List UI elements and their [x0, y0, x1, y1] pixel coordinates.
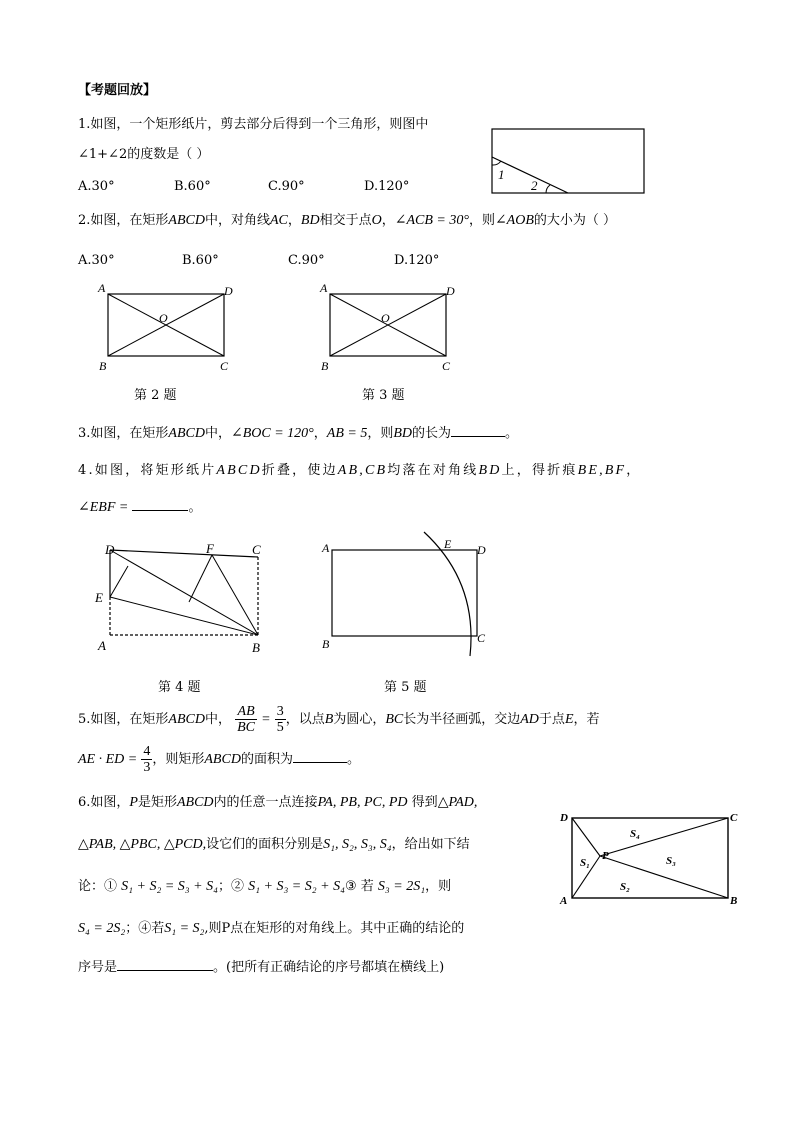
text-segment: 的长为: [412, 426, 452, 441]
figure-point-label: B: [322, 637, 330, 651]
fig5-caption: 第 5 题: [384, 680, 427, 695]
fig6-rectangle-point-p: [558, 808, 748, 908]
text-segment: 3: [276, 704, 284, 719]
text-segment: ，若: [573, 712, 600, 727]
text-segment: BD: [300, 213, 320, 228]
q5-line1: [78, 704, 600, 736]
figure-point-label: S₄: [630, 828, 640, 840]
q1-option-c: C.90°: [268, 179, 305, 194]
text-segment: ，: [313, 426, 327, 441]
q4-line1: [78, 462, 641, 480]
text-segment: 5: [276, 720, 284, 735]
figure-point-label: O: [381, 311, 390, 325]
q1-option-d: D.120°: [364, 179, 410, 194]
figure-point-label: F: [206, 541, 214, 556]
text-segment: ，: [287, 213, 301, 228]
text-segment: 于点: [538, 712, 565, 727]
text-segment: ABCD: [168, 213, 205, 228]
figure-point-label: A: [98, 638, 106, 653]
q2-option-a: A.30°: [78, 253, 115, 268]
text-segment: ，则矩形: [152, 752, 205, 767]
q1-option-b: B.60°: [174, 179, 211, 194]
text-segment: 均落在对角线: [387, 463, 479, 478]
text-segment: ，则: [425, 879, 452, 894]
text-segment: ABCD: [216, 463, 262, 478]
q6-line5: [78, 958, 444, 977]
text-segment: 。: [346, 752, 360, 767]
q6-line4: [78, 920, 464, 938]
figure-point-label: C: [477, 631, 486, 645]
text-segment: ；④若: [125, 921, 165, 936]
figure-point-label: A: [320, 281, 328, 295]
figure-point-label: E: [444, 537, 452, 551]
figure-point-label: C: [442, 359, 451, 373]
text-segment: 中，: [204, 712, 231, 727]
q1-figure: [490, 127, 650, 197]
text-segment: ABCD: [168, 426, 205, 441]
text-segment: BC: [385, 712, 404, 727]
figure-point-label: D: [224, 284, 233, 298]
q1-option-a: A.30°: [78, 179, 115, 194]
figure-point-label: S₂: [620, 881, 630, 893]
fig2-rectangle: [96, 282, 246, 374]
text-segment: AE · ED =: [78, 752, 138, 767]
q1-line1: 1.如图，一个矩形纸片，剪去部分后得到一个三角形，则图中: [78, 117, 429, 132]
q2-option-c: C.90°: [288, 253, 325, 268]
text-segment: 5.如图，在矩形: [78, 712, 169, 727]
figure-point-label: E: [95, 590, 103, 605]
text-segment: ∠ACB = 30°: [394, 213, 469, 228]
q5-line2: [78, 744, 360, 776]
q2-option-d: D.120°: [394, 253, 440, 268]
text-segment: AC: [269, 213, 288, 228]
text-segment: O: [371, 213, 382, 228]
text-segment: 得到: [411, 795, 438, 810]
text-segment: △PAD,: [437, 795, 478, 810]
text-segment: ABCD: [168, 712, 205, 727]
figure-point-label: B: [252, 640, 260, 655]
figure-point-label: A: [560, 895, 568, 907]
text-segment: 4: [143, 744, 151, 759]
fig2-caption: 第 2 题: [134, 388, 177, 403]
text-segment: ABCD: [176, 795, 214, 810]
fig3-caption: 第 3 题: [362, 388, 405, 403]
figure-point-label: S₃: [666, 855, 676, 867]
text-segment: △PAB, △PBC, △PCD,: [78, 837, 207, 852]
text-segment: 折叠，使边: [261, 463, 338, 478]
text-segment: 序号是: [78, 960, 118, 975]
figure-point-label: A: [98, 281, 106, 295]
text-segment: B: [324, 712, 334, 727]
q4-line2: [78, 498, 202, 517]
q6-answer-blank[interactable]: [117, 958, 213, 971]
figure-point-label: A: [322, 541, 330, 555]
text-segment: 的大小为（ ）: [533, 213, 617, 228]
text-segment: S₁ = S₂: [164, 921, 205, 936]
text-segment: 。: [188, 500, 202, 515]
text-segment: 3: [143, 760, 151, 775]
text-segment: BC: [237, 720, 256, 735]
text-segment: 3.如图，在矩形: [78, 426, 169, 441]
text-segment: ∠BOC = 120°: [230, 426, 314, 441]
q6-line2: [78, 836, 470, 854]
q6-line1: [78, 794, 477, 812]
figure-point-label: P: [602, 850, 609, 862]
text-segment: BD: [478, 463, 502, 478]
text-segment: 的面积为: [240, 752, 293, 767]
figure-point-label: C: [252, 542, 261, 557]
text-segment: AB: [235, 704, 257, 720]
text-segment: ，则: [367, 426, 394, 441]
q2-text: [78, 212, 616, 230]
text-segment: ,则P点在矩形的对角线上。其中正确的结论的: [204, 921, 465, 936]
text-segment: ；②: [217, 879, 244, 894]
text-segment: 长为半径画弧，交边: [403, 712, 521, 727]
figure-point-label: S₁: [580, 857, 590, 869]
q1-line2: ∠1+∠2的度数是（ ）: [78, 147, 210, 162]
section-title: 【考题回放】: [78, 83, 157, 98]
text-segment: BD: [393, 426, 413, 441]
text-segment: ，给出如下结: [391, 837, 470, 852]
text-segment: 相交于点: [319, 213, 372, 228]
figure-point-label: B: [321, 359, 329, 373]
q4-answer-blank[interactable]: [132, 498, 188, 511]
text-segment: ③ 若: [344, 879, 374, 894]
text-segment: 4.如图，将矩形纸片: [78, 463, 217, 478]
text-segment: =: [261, 712, 271, 727]
text-segment: 。(把所有正确结论的序号都填在横线上): [213, 960, 445, 975]
text-segment: ，则: [468, 213, 495, 228]
text-segment: S₁ + S₃ = S₂ + S₄: [248, 879, 345, 894]
text-segment: 中，对角线: [204, 213, 270, 228]
q5-answer-blank[interactable]: [293, 750, 347, 763]
q1-angle-label-1: 1: [498, 167, 505, 182]
text-segment: PA, PB, PC, PD: [317, 795, 408, 810]
figure-point-label: D: [477, 543, 486, 557]
text-segment: ，以点: [285, 712, 325, 727]
figure-point-label: D: [560, 812, 568, 824]
q1-angle-label-2: 2: [531, 178, 538, 193]
q3-text: [78, 424, 518, 443]
text-segment: 是矩形: [137, 795, 177, 810]
text-segment: 。: [505, 426, 519, 441]
fig4-caption: 第 4 题: [158, 680, 201, 695]
q3-answer-blank[interactable]: [451, 424, 505, 437]
fig3-rectangle: [318, 282, 468, 374]
text-segment: S₁ + S₂ = S₃ + S₄: [121, 879, 218, 894]
q2-option-b: B.60°: [182, 253, 219, 268]
text-segment: S₁, S₂, S₃, S₄: [323, 837, 392, 852]
text-segment: 6.如图，: [78, 795, 130, 810]
text-segment: 论：①: [78, 879, 118, 894]
text-segment: ，: [381, 213, 395, 228]
text-segment: 为圆心，: [333, 712, 386, 727]
text-segment: AB,CB: [337, 463, 388, 478]
text-segment: P: [129, 795, 138, 810]
figure-point-label: O: [159, 311, 168, 325]
text-segment: BE,BF: [577, 463, 627, 478]
figure-point-label: B: [99, 359, 107, 373]
text-segment: ∠AOB: [494, 213, 534, 228]
figure-point-label: B: [730, 895, 738, 907]
text-segment: 上，得折痕: [501, 463, 578, 478]
text-segment: 中，: [204, 426, 231, 441]
text-segment: S₄ = 2S₂: [78, 921, 126, 936]
figure-point-label: D: [446, 284, 455, 298]
text-segment: AB = 5: [326, 426, 368, 441]
text-segment: 设它们的面积分别是: [206, 837, 324, 852]
text-segment: AD: [520, 712, 539, 727]
text-segment: ，: [626, 463, 642, 478]
figure-point-label: C: [730, 812, 738, 824]
text-segment: 2.如图，在矩形: [78, 213, 169, 228]
text-segment: E: [564, 712, 574, 727]
figure-point-label: C: [220, 359, 229, 373]
fig5-rectangle-arc: [318, 532, 498, 657]
text-segment: 内的任意一点连接: [213, 795, 318, 810]
figure-point-label: D: [105, 542, 115, 557]
text-segment: ∠EBF =: [78, 500, 129, 515]
fig4-folded-rectangle: [92, 540, 272, 660]
q6-line3: [78, 878, 451, 896]
text-segment: S₃ = 2S₁: [377, 879, 426, 894]
text-segment: ABCD: [204, 752, 241, 767]
